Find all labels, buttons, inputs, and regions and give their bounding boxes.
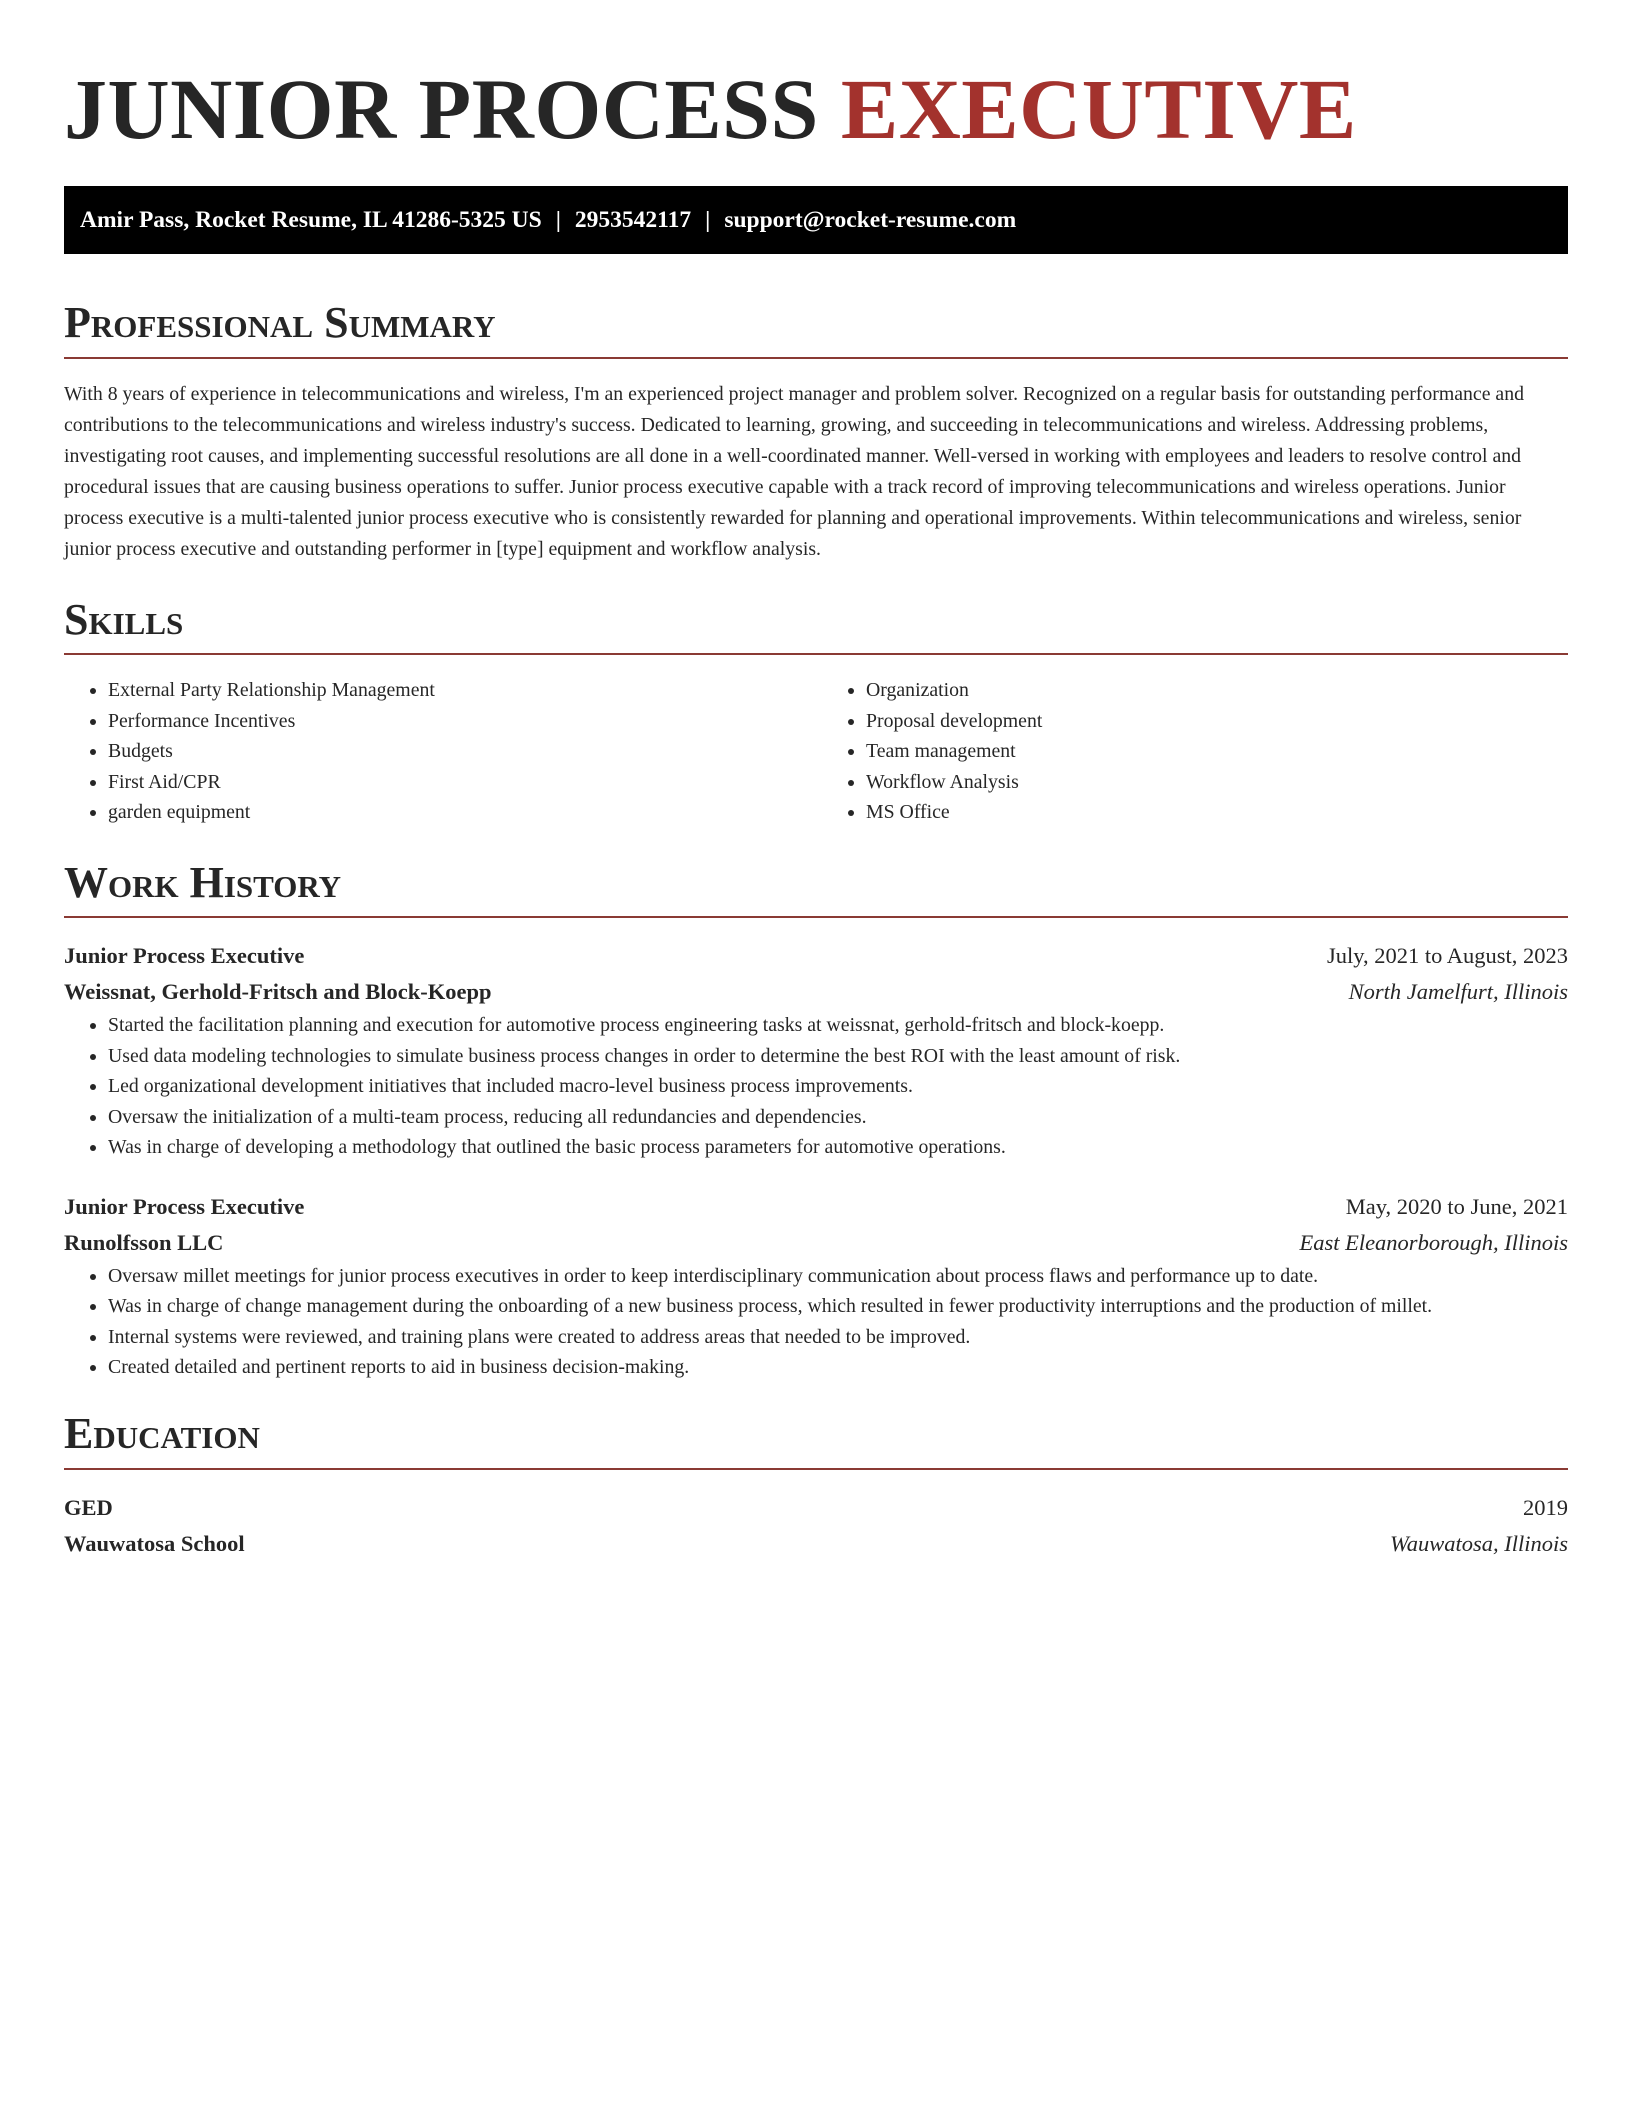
job-duty: • Was in charge of developing a methodology that outlined the basic process parameters for automotive operations. <box>108 1132 1568 1163</box>
skill-item: • Budgets <box>108 736 810 767</box>
resume-title <box>64 0 1568 161</box>
skill-item: • Performance Incentives <box>108 706 810 737</box>
skill-item: • garden equipment <box>108 797 810 828</box>
job-location: North Jamelfurt, Illinois <box>1348 979 1568 1005</box>
job-company-row <box>64 1225 1568 1261</box>
job-duty: • Created detailed and pertinent reports to aid in business decision-making. <box>108 1352 1568 1383</box>
skill-item: • Organization <box>866 675 1568 706</box>
education-section <box>64 1409 1568 1562</box>
contact-email: support@rocket-resume.com <box>724 206 1017 233</box>
job-duty: • Internal systems were reviewed, and training plans were created to address areas that needed to be improved. <box>108 1322 1568 1353</box>
skill-item: • Workflow Analysis <box>866 767 1568 798</box>
skill-item: • Team management <box>866 736 1568 767</box>
job-duties-list <box>64 1261 1568 1383</box>
title-primary: JUNIOR PROCESS <box>64 61 819 157</box>
job-company: Weissnat, Gerhold-Fritsch and Block-Koepp <box>64 979 492 1005</box>
section-divider <box>64 1468 1568 1470</box>
education-school-row <box>64 1526 1568 1562</box>
contact-separator: | <box>705 206 711 233</box>
job-header-row <box>64 938 1568 974</box>
job-duty: • Started the facilitation planning and execution for automotive process engineering tasks at weissnat, gerhold-fritsch and block-koepp. <box>108 1010 1568 1041</box>
contact-bar <box>64 186 1568 254</box>
contact-phone: 2953542117 <box>574 206 692 233</box>
skill-item: • External Party Relationship Management <box>108 675 810 706</box>
job-entry <box>64 938 1568 1163</box>
section-divider <box>64 916 1568 918</box>
job-dates: July, 2021 to August, 2023 <box>1326 943 1568 969</box>
section-divider <box>64 357 1568 359</box>
job-duty: • Used data modeling technologies to simulate business process changes in order to determine the best ROI with the least amount of risk. <box>108 1041 1568 1072</box>
job-title: Junior Process Executive <box>64 1193 305 1219</box>
skill-item: • First Aid/CPR <box>108 767 810 798</box>
contact-address: Amir Pass, Rocket Resume, IL 41286-5325 US <box>80 206 542 233</box>
skill-item: • Proposal development <box>866 706 1568 737</box>
job-duty: • Led organizational development initiatives that included macro-level business process improvements. <box>108 1071 1568 1102</box>
education-degree: GED <box>64 1494 113 1520</box>
job-company-row <box>64 974 1568 1010</box>
education-row <box>64 1490 1568 1526</box>
job-duty: • Oversaw millet meetings for junior process executives in order to keep interdisciplinary communication about process flaws and performance up to date. <box>108 1261 1568 1292</box>
job-dates: May, 2020 to June, 2021 <box>1345 1193 1568 1219</box>
skills-section <box>64 595 1568 828</box>
summary-heading: Professional Summary <box>64 298 496 348</box>
job-header-row <box>64 1189 1568 1225</box>
job-entry <box>64 1189 1568 1383</box>
contact-separator: | <box>555 206 561 233</box>
summary-section <box>64 298 1568 565</box>
skills-heading: Skills <box>64 594 184 644</box>
skills-list-left <box>64 675 810 828</box>
job-company: Runolfsson LLC <box>64 1229 224 1255</box>
title-accent: EXECUTIVE <box>840 61 1357 157</box>
job-location: East Eleanorborough, Illinois <box>1299 1229 1568 1255</box>
summary-text: With 8 years of experience in telecommunications and wireless, I'm an experienced project manager and problem solver. Recognized on a regular basis for outstanding performance and contributions to the telecommunications and wireless industry's success. Dedicated to learning, growing, and succeeding in telecommunications and wireless. Addressing problems, investigating root causes, and implementing successful resolutions are all done in a well-coordinated manner. Well-versed in working with employees and leaders to resolve control and procedural issues that are causing business operations to suffer. Junior process executive capable with a track record of improving telecommunications and wireless operations. Junior process executive is a multi-talented junior process executive who is consistently rewarded for planning and operational improvements. Within telecommunications and wireless, senior junior process executive and outstanding performer in [type] equipment and workflow analysis. <box>64 382 1524 560</box>
job-duty: • Oversaw the initialization of a multi-team process, reducing all redundancies and dependencies. <box>108 1102 1568 1133</box>
work-history-heading: Work History <box>64 857 342 907</box>
education-year: 2019 <box>1523 1494 1568 1520</box>
skills-list-right <box>822 675 1568 828</box>
work-history-section <box>64 858 1568 1383</box>
job-duty: • Was in charge of change management during the onboarding of a new business process, which resulted in fewer productivity interruptions and the production of millet. <box>108 1291 1568 1322</box>
job-duties-list <box>64 1010 1568 1163</box>
skill-item: • MS Office <box>866 797 1568 828</box>
skills-grid <box>64 675 1568 828</box>
section-divider <box>64 653 1568 655</box>
education-school: Wauwatosa School <box>64 1530 245 1556</box>
education-heading: Education <box>64 1408 260 1458</box>
job-title: Junior Process Executive <box>64 943 305 969</box>
education-location: Wauwatosa, Illinois <box>1390 1530 1568 1556</box>
